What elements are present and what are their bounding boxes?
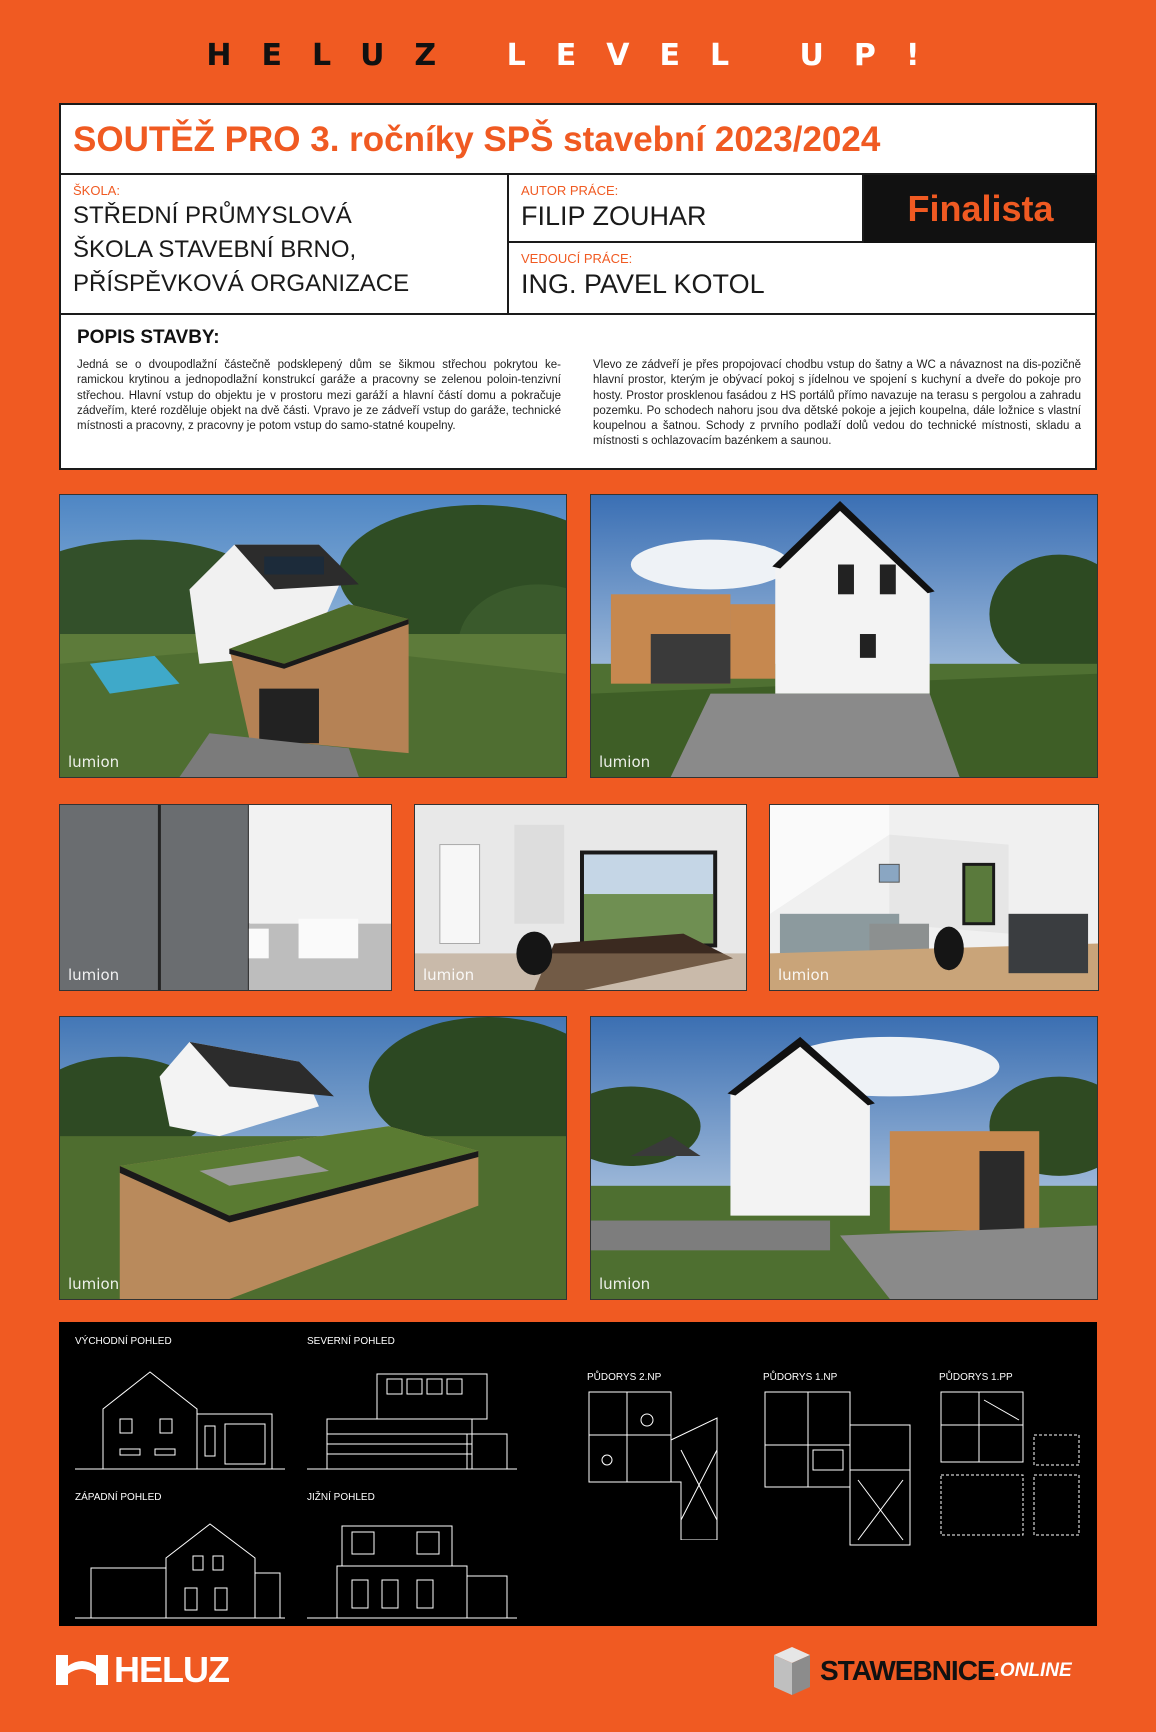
school-line-1: STŘEDNÍ PRŮMYSLOVÁ [73, 202, 352, 229]
plan-1np-label: PŮDORYS 1.NP [763, 1372, 838, 1383]
supervisor-label: VEDOUCÍ PRÁCE: [521, 251, 633, 266]
east-elevation-drawing [75, 1364, 285, 1474]
description-right: Vlevo ze zádveří je přes propojovací chodbu vstup do šatny a WC a návaznost na dis-pozičně hlavní prostor, kterým je obývací pokoj s jídelnou ve spojení s kuchyní a dveře do pokoje pro hosty. Prostor prosklenou fasádou z HS portálů přímo navazuje na terasu s pergolou a zahradu pozemku. Po schodech nahoru jsou dva dětské pokoje a jejich koupelna, dále ložnice s vlastní koupelnou a šatnou. Schody z prvního podlaží dolů vedou do technické místnosti, skladu a místnosti s ochlazovacím bazénkem a saunou. [593, 359, 1081, 448]
description-left: Jedná se o dvoupodlažní částečně podsklepený dům se šikmou střechou pokrytou ke-ramickou krytinou a jednopodlažní konstrukcí garáže a pracovny se zelenou poloin-tenzivní střechou. Hlavní vstup do objektu je v prostoru mezi garáží a hlavní částí domu a pokračuje zádveřím, které rozděluje objekt na dvě části. Vpravo je ze zádveří vstup do garáže, technické místnosti a pracovny, z pracovny je potom vstup do samo-statné koupelny. [77, 359, 561, 433]
south-elevation-label: JIŽNÍ POHLED [307, 1492, 375, 1503]
school-label: ŠKOLA: [73, 183, 120, 198]
stawebnice-logo-icon [770, 1643, 814, 1699]
school-line-3: PŘÍSPĚVKOVÁ ORGANIZACE [73, 270, 410, 297]
render-back-pergola [590, 1016, 1098, 1300]
author-cell [509, 175, 864, 243]
supervisor-name: ING. PAVEL KOTOL [521, 269, 765, 299]
north-elevation-drawing [307, 1364, 517, 1474]
author-label: AUTOR PRÁCE: [521, 183, 619, 198]
north-elevation-label: SEVERNÍ POHLED [307, 1336, 395, 1347]
east-elevation-label: VÝCHODNÍ POHLED [75, 1336, 172, 1347]
headline [0, 38, 1156, 73]
finalist-badge: Finalista [864, 175, 1097, 243]
south-elevation-drawing [307, 1518, 517, 1623]
lumion-watermark: lumion [423, 966, 475, 984]
render-bathroom [59, 804, 392, 991]
stawebnice-logo-text: STAWEBNICE [820, 1655, 995, 1686]
heluz-logo [56, 1650, 229, 1690]
headline-slogan: LEVEL UP! [506, 38, 950, 73]
supervisor-cell [509, 243, 1097, 315]
plan-1np-drawing [763, 1390, 913, 1550]
plan-2np-drawing [587, 1390, 727, 1540]
render-office [414, 804, 747, 991]
heluz-logo-text: HELUZ [114, 1649, 229, 1690]
west-elevation-drawing [75, 1518, 285, 1623]
lumion-watermark: lumion [599, 1275, 651, 1293]
author-name: FILIP ZOUHAR [521, 201, 707, 231]
render-aerial-back [59, 1016, 567, 1300]
heluz-logo-icon [56, 1653, 108, 1687]
lumion-watermark: lumion [68, 753, 120, 771]
render-aerial-front [59, 494, 567, 778]
render-bedroom [769, 804, 1099, 991]
plan-2np-label: PŮDORYS 2.NP [587, 1372, 662, 1383]
drawings-panel [59, 1322, 1097, 1626]
competition-title: SOUTĚŽ PRO 3. ročníky SPŠ stavební 2023/2024 [61, 105, 1095, 175]
lumion-watermark: lumion [599, 753, 651, 771]
school-cell [61, 175, 509, 315]
render-gable-front [590, 494, 1098, 778]
headline-brand: HELUZ [206, 38, 467, 73]
stawebnice-logo [770, 1643, 1072, 1699]
school-line-2: ŠKOLA STAVEBNÍ BRNO, [73, 236, 357, 263]
lumion-watermark: lumion [68, 1275, 120, 1293]
description-title: POPIS STAVBY: [77, 327, 220, 348]
lumion-watermark: lumion [778, 966, 830, 984]
west-elevation-label: ZÁPADNÍ POHLED [75, 1492, 162, 1503]
plan-1pp-drawing [939, 1390, 1089, 1540]
stawebnice-online-text: .ONLINE [994, 1660, 1072, 1681]
lumion-watermark: lumion [68, 966, 120, 984]
plan-1pp-label: PŮDORYS 1.PP [939, 1372, 1013, 1383]
info-panel [59, 103, 1097, 470]
